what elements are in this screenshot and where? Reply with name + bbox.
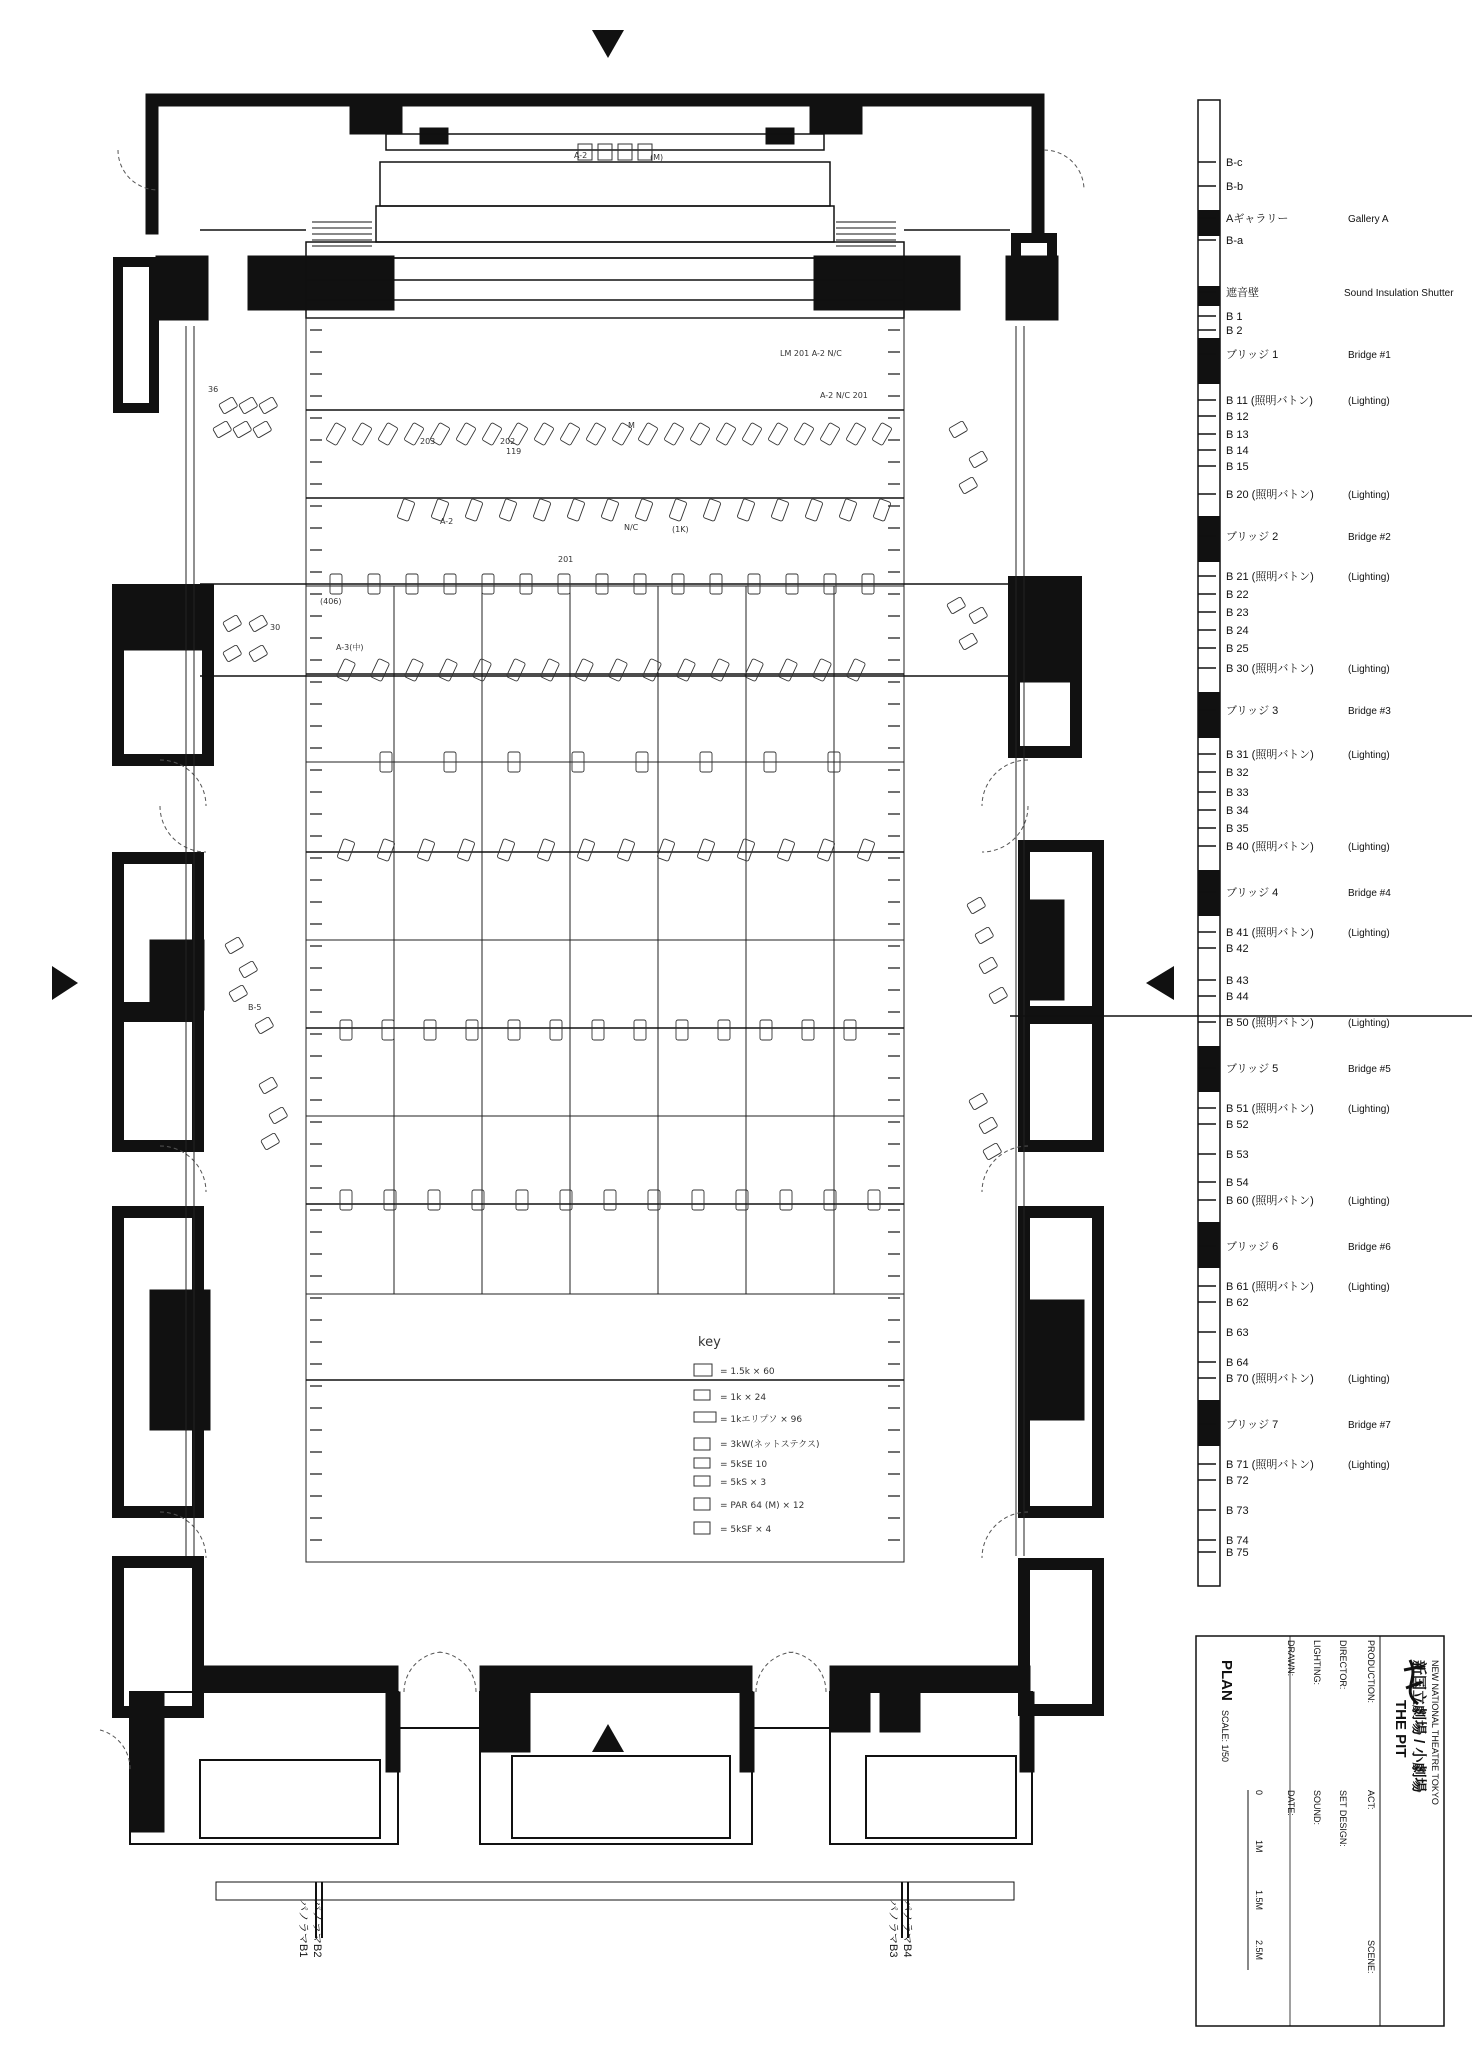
- lighting-instrument: [428, 1190, 440, 1210]
- key-item-2: = 1k × 24: [720, 1393, 767, 1403]
- lighting-instrument: [664, 422, 684, 445]
- side-instrument: [959, 633, 978, 651]
- lighting-instrument: [737, 499, 755, 522]
- side-instrument: [213, 421, 232, 439]
- floor-tick-marks: [310, 330, 900, 1540]
- lighting-instrument: [697, 839, 715, 862]
- lighting-instrument: [537, 839, 555, 862]
- title-block: [1196, 1636, 1444, 2026]
- lighting-instrument: [873, 499, 891, 522]
- rigging-label: B 63: [1226, 1327, 1249, 1339]
- rigging-label: B 72: [1226, 1475, 1249, 1487]
- rigging-label: B 32: [1226, 767, 1249, 779]
- lighting-instrument: [560, 422, 580, 445]
- rigging-label: ブリッジ 3: [1226, 705, 1279, 717]
- lighting-instrument: [690, 422, 710, 445]
- lighting-instrument: [771, 499, 789, 522]
- rigging-label-en: (Lighting): [1348, 396, 1390, 407]
- key-legend: [694, 1335, 820, 1535]
- rigging-label: B 21 (照明バトン): [1226, 571, 1314, 583]
- batten-lines: [200, 410, 1472, 1380]
- rigging-label: B 74: [1226, 1535, 1249, 1547]
- lighting-instrument: [777, 839, 795, 862]
- label-201: 201: [558, 555, 574, 564]
- rigging-label: B 40 (照明バトン): [1226, 841, 1314, 853]
- floor-grid: [186, 318, 1024, 1562]
- gallery-note: A-2: [574, 151, 588, 160]
- arrow-top-icon: [592, 30, 624, 58]
- lighting-instrument: [802, 1020, 814, 1040]
- lighting-instrument: [604, 1190, 616, 1210]
- lighting-instruments: [213, 397, 1008, 1210]
- side-instrument: [959, 477, 978, 495]
- key-item-5: = 5kSE 10: [720, 1460, 768, 1470]
- lighting-instrument: [550, 1020, 562, 1040]
- rigging-label: B 52: [1226, 1119, 1249, 1131]
- rigging-label: B 44: [1226, 991, 1249, 1003]
- lighting-instrument: [820, 422, 840, 445]
- rigging-label: B 75: [1226, 1547, 1249, 1559]
- field-act: ACT:: [1366, 1790, 1376, 1810]
- plan-label: PLAN: [1218, 1660, 1235, 1701]
- lighting-instrument: [516, 1190, 528, 1210]
- key-item-6: = 5kS × 3: [720, 1478, 767, 1488]
- rigging-label: B 15: [1226, 461, 1249, 473]
- rigging-label: B 13: [1226, 429, 1249, 441]
- side-instrument: [259, 1077, 278, 1095]
- lighting-instrument: [778, 658, 797, 681]
- lighting-instrument: [417, 839, 435, 862]
- label-202: 202: [500, 437, 516, 446]
- label-36: 36: [208, 385, 219, 394]
- rigging-label-en: (Lighting): [1348, 1018, 1390, 1029]
- rigging-label: B 12: [1226, 411, 1249, 423]
- rigging-label: B 2: [1226, 325, 1243, 337]
- field-production: PRODUCTION:: [1366, 1640, 1376, 1703]
- side-instrument: [255, 1017, 274, 1035]
- lighting-instrument: [506, 658, 525, 681]
- rigging-label: B 30 (照明バトン): [1226, 663, 1314, 675]
- org-en: NEW NATIONAL THEATRE TOKYO: [1430, 1660, 1440, 1805]
- lighting-instrument: [676, 658, 695, 681]
- key-item-7: = PAR 64 (M) × 12: [720, 1501, 805, 1511]
- lighting-instrument: [534, 422, 554, 445]
- lighting-instrument: [466, 1020, 478, 1040]
- rigging-label: B-b: [1226, 181, 1244, 193]
- rigging-label: B 31 (照明バトン): [1226, 749, 1314, 761]
- lighting-instrument: [742, 422, 762, 445]
- lighting-instrument: [608, 658, 627, 681]
- rigging-label: B 51 (照明バトン): [1226, 1103, 1314, 1115]
- side-instrument: [969, 451, 988, 469]
- lighting-instrument: [617, 839, 635, 862]
- rigging-label: B 24: [1226, 625, 1249, 637]
- key-item-4: = 3kW(ネットステクス): [720, 1440, 820, 1450]
- lighting-instrument: [716, 422, 736, 445]
- rigging-label-en: Bridge #5: [1348, 1064, 1391, 1075]
- rigging-label-en: Bridge #2: [1348, 532, 1391, 543]
- lighting-instrument: [397, 499, 415, 522]
- side-instrument: [223, 645, 242, 663]
- rigging-label: ブリッジ 7: [1226, 1419, 1279, 1431]
- panorama-b4: パノラマB4: [901, 1900, 913, 1958]
- scale-tick-0: 0: [1254, 1790, 1264, 1796]
- side-instrument: [269, 1107, 288, 1125]
- side-instrument: [223, 615, 242, 633]
- lighting-instrument: [844, 1020, 856, 1040]
- key-item-1: = 1.5k × 60: [720, 1367, 775, 1377]
- lighting-instrument: [710, 658, 729, 681]
- side-instrument: [969, 1093, 988, 1111]
- rigging-label-en: (Lighting): [1348, 842, 1390, 853]
- field-scene: SCENE:: [1366, 1940, 1376, 1974]
- rigging-label: B 54: [1226, 1177, 1249, 1189]
- label-nc: N/C: [624, 523, 639, 532]
- building-walls: [118, 94, 1098, 1832]
- rigging-label: B 61 (照明バトン): [1226, 1281, 1314, 1293]
- side-instrument: [249, 645, 268, 663]
- lighting-instrument: [846, 658, 865, 681]
- lighting-instrument: [340, 1020, 352, 1040]
- lighting-instrument: [703, 499, 721, 522]
- lighting-instrument: [817, 839, 835, 862]
- label-a3: A-3(中): [336, 643, 364, 652]
- lighting-instrument: [634, 1020, 646, 1040]
- lighting-instrument: [336, 658, 355, 681]
- rigging-label-en: Bridge #6: [1348, 1242, 1391, 1253]
- rigging-label: B 62: [1226, 1297, 1249, 1309]
- rigging-label: B-a: [1226, 235, 1244, 247]
- rigging-label: B 50 (照明バトン): [1226, 1017, 1314, 1029]
- rigging-label-en: Bridge #3: [1348, 706, 1391, 717]
- lighting-instrument: [718, 1020, 730, 1040]
- lighting-instrument: [574, 658, 593, 681]
- label-406: (406): [320, 597, 342, 606]
- lighting-instrument: [370, 658, 389, 681]
- rigging-label-en: (Lighting): [1348, 1104, 1390, 1115]
- rigging-label: B 64: [1226, 1357, 1249, 1369]
- rigging-label: B 22: [1226, 589, 1249, 601]
- lighting-instrument: [794, 422, 814, 445]
- side-instrument: [233, 421, 252, 439]
- panorama-b3: パノラマB3: [887, 1900, 899, 1958]
- side-instrument: [983, 1143, 1002, 1161]
- rigging-label-en: Bridge #7: [1348, 1420, 1391, 1431]
- lighting-instrument: [499, 499, 517, 522]
- lighting-instrument: [839, 499, 857, 522]
- key-item-8: = 5kSF × 4: [720, 1525, 772, 1535]
- side-instrument: [219, 397, 238, 415]
- rigging-label: ブリッジ 1: [1226, 349, 1279, 361]
- gallery-instruments: [578, 144, 652, 160]
- bridge1-note-2: A-2 N/C 201: [820, 391, 868, 400]
- lighting-instrument: [424, 1020, 436, 1040]
- rigging-label: B 34: [1226, 805, 1249, 817]
- lighting-instrument: [377, 839, 395, 862]
- rigging-label-en: (Lighting): [1348, 1282, 1390, 1293]
- rigging-label: ブリッジ 2: [1226, 531, 1279, 543]
- lighting-instrument: [669, 499, 687, 522]
- rigging-label: Aギャラリー: [1226, 213, 1289, 225]
- side-instrument: [949, 421, 968, 439]
- panorama-b1: パノラマB1: [297, 1900, 309, 1958]
- lighting-instrument: [404, 658, 423, 681]
- rigging-label: B 1: [1226, 311, 1243, 323]
- lighting-instrument: [872, 422, 892, 445]
- rigging-label: B 11 (照明バトン): [1226, 395, 1313, 407]
- rigging-label: B 43: [1226, 975, 1249, 987]
- arrow-left-icon: [52, 966, 78, 1000]
- rigging-label: B 23: [1226, 607, 1249, 619]
- lighting-instrument: [382, 1020, 394, 1040]
- lighting-instrument: [846, 422, 866, 445]
- rigging-label-en: (Lighting): [1348, 1374, 1390, 1385]
- label-m: M: [628, 421, 635, 430]
- org-ja: 新国立劇場 / 小劇場: [1410, 1660, 1427, 1793]
- side-instrument: [967, 897, 986, 915]
- rigging-label: B 25: [1226, 643, 1249, 655]
- rigging-label: B 42: [1226, 943, 1249, 955]
- lighting-instrument: [457, 839, 475, 862]
- label-b5: B-5: [248, 1003, 262, 1012]
- lighting-instrument: [337, 839, 355, 862]
- rigging-label: B 60 (照明バトン): [1226, 1195, 1314, 1207]
- side-instrument: [225, 937, 244, 955]
- lighting-instrument: [567, 499, 585, 522]
- arrow-bottom-icon: [592, 1724, 624, 1752]
- rigging-label: 遮音壁: [1226, 287, 1259, 299]
- rigging-label: ブリッジ 6: [1226, 1241, 1279, 1253]
- lighting-instrument: [326, 422, 346, 445]
- rigging-label: B 53: [1226, 1149, 1249, 1161]
- side-instrument: [969, 607, 988, 625]
- side-instrument: [229, 985, 248, 1003]
- lighting-instrument: [586, 422, 606, 445]
- lighting-instrument: [744, 658, 763, 681]
- rigging-label-en: (Lighting): [1348, 1196, 1390, 1207]
- label-203: 203: [420, 437, 436, 446]
- side-instrument: [979, 957, 998, 975]
- lighting-instrument: [812, 658, 831, 681]
- field-date: DATE:: [1286, 1790, 1296, 1816]
- side-instrument: [947, 597, 966, 615]
- panorama-b2: パノラマB2: [311, 1900, 323, 1958]
- side-instrument: [239, 961, 258, 979]
- rigging-label: B 73: [1226, 1505, 1249, 1517]
- rigging-label: B 41 (照明バトン): [1226, 927, 1314, 939]
- rigging-label-en: Bridge #1: [1348, 350, 1391, 361]
- rigging-label: B 20 (照明バトン): [1226, 489, 1314, 501]
- lighting-instrument: [635, 499, 653, 522]
- label-119: 119: [506, 447, 522, 456]
- side-instrument: [989, 987, 1008, 1005]
- rigging-label-en: (Lighting): [1348, 1460, 1390, 1471]
- rigging-label: B 33: [1226, 787, 1249, 799]
- label-30: 30: [270, 623, 281, 632]
- rigging-label-en: (Lighting): [1348, 928, 1390, 939]
- rigging-label: B 14: [1226, 445, 1249, 457]
- lighting-instrument: [508, 1020, 520, 1040]
- side-instrument: [259, 397, 278, 415]
- field-set-design: SET DESIGN:: [1338, 1790, 1348, 1847]
- lighting-instrument: [805, 499, 823, 522]
- lighting-instrument: [868, 1190, 880, 1210]
- lighting-instrument: [465, 499, 483, 522]
- rigging-label: B-c: [1226, 157, 1243, 169]
- side-instrument: [261, 1133, 280, 1151]
- rigging-labels: [1198, 157, 1454, 1559]
- field-sound: SOUND:: [1312, 1790, 1322, 1826]
- panorama-bar: [216, 1882, 1014, 1957]
- lighting-instrument: [533, 499, 551, 522]
- scale-tick-1: 1M: [1254, 1840, 1264, 1853]
- rigging-label-en: Sound Insulation Shutter: [1344, 288, 1454, 299]
- lighting-instrument: [497, 839, 515, 862]
- lighting-instrument: [456, 422, 476, 445]
- lighting-instrument: [352, 422, 372, 445]
- lighting-instrument: [676, 1020, 688, 1040]
- lighting-instrument: [577, 839, 595, 862]
- gallery-note-m: (M): [650, 153, 664, 162]
- lighting-instrument: [540, 658, 559, 681]
- rigging-label-en: (Lighting): [1348, 750, 1390, 761]
- lighting-instrument: [378, 422, 398, 445]
- bridge1-note: LM 201 A-2 N/C: [780, 349, 842, 358]
- side-instrument: [979, 1117, 998, 1135]
- venue-name: THE PIT: [1392, 1700, 1409, 1758]
- label-a2: A-2: [440, 517, 454, 526]
- side-instrument: [975, 927, 994, 945]
- field-director: DIRECTOR:: [1338, 1640, 1348, 1690]
- label-1k: (1K): [672, 525, 689, 534]
- side-instrument: [239, 397, 258, 415]
- lighting-instrument: [692, 1190, 704, 1210]
- field-lighting: LIGHTING:: [1312, 1640, 1322, 1686]
- rigging-label: ブリッジ 5: [1226, 1063, 1279, 1075]
- arrow-right-icon: [1146, 966, 1174, 1000]
- field-drawn: DRAWN:: [1286, 1640, 1296, 1677]
- door-swings: [100, 150, 1084, 1770]
- rigging-label: B 70 (照明バトン): [1226, 1373, 1314, 1385]
- side-instrument: [249, 615, 268, 633]
- rigging-label-en: (Lighting): [1348, 490, 1390, 501]
- key-item-3: = 1kエリプソ × 96: [720, 1415, 803, 1425]
- lighting-instrument: [780, 1190, 792, 1210]
- lighting-instrument: [340, 1190, 352, 1210]
- scale-tick-3: 2.5M: [1254, 1940, 1264, 1961]
- lighting-instrument: [592, 1020, 604, 1040]
- lighting-instrument: [642, 658, 661, 681]
- lighting-instrument: [657, 839, 675, 862]
- rigging-label: ブリッジ 4: [1226, 887, 1279, 899]
- rigging-label-en: (Lighting): [1348, 572, 1390, 583]
- plan-scale: SCALE: 1/50: [1220, 1710, 1230, 1763]
- rigging-strip: [1198, 100, 1220, 1586]
- key-heading: key: [698, 1335, 721, 1350]
- scale-tick-2: 1.5M: [1254, 1890, 1264, 1911]
- lighting-instrument: [760, 1020, 772, 1040]
- lighting-instrument: [857, 839, 875, 862]
- lighting-instrument: [638, 422, 658, 445]
- lighting-instrument: [438, 658, 457, 681]
- rigging-label-en: Gallery A: [1348, 214, 1389, 225]
- rigging-label-en: (Lighting): [1348, 664, 1390, 675]
- lighting-instrument: [768, 422, 788, 445]
- rigging-label: B 71 (照明バトン): [1226, 1459, 1314, 1471]
- side-instrument: [253, 421, 272, 439]
- lighting-instrument: [601, 499, 619, 522]
- rigging-label-en: Bridge #4: [1348, 888, 1391, 899]
- rigging-label: B 35: [1226, 823, 1249, 835]
